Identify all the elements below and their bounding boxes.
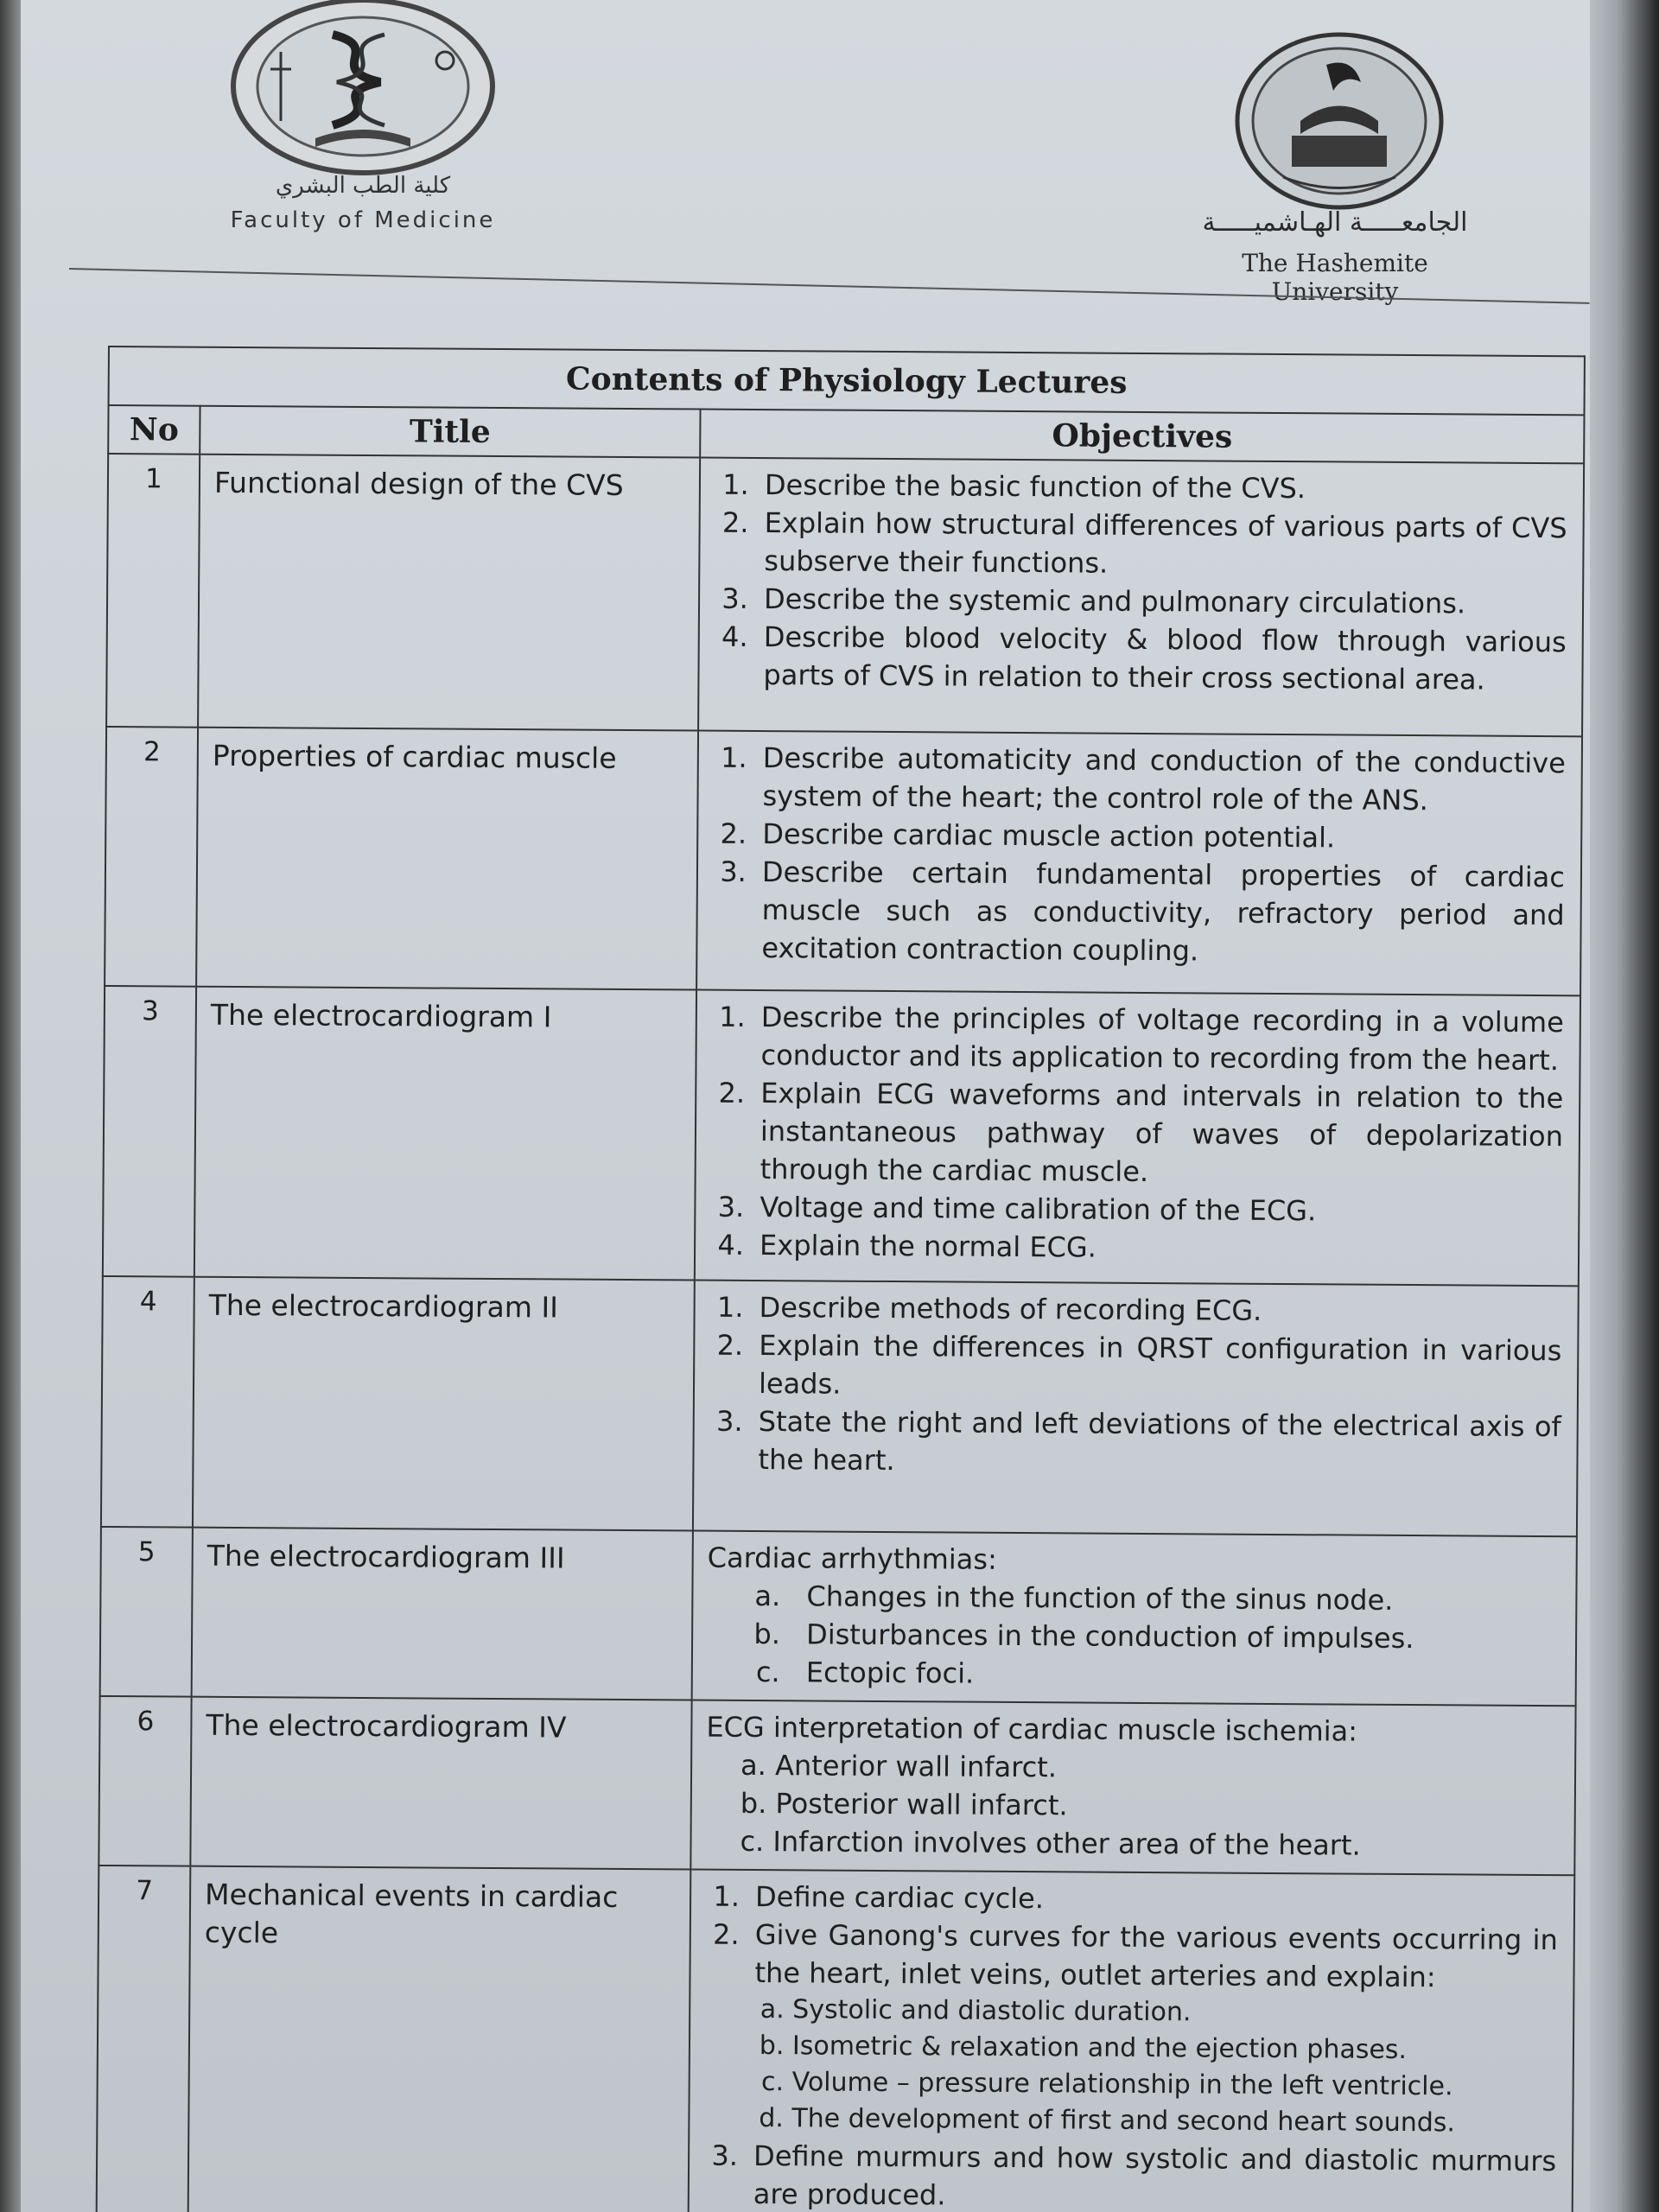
table-row	[106, 454, 1584, 736]
table-caption: Contents of Physiology Lectures	[109, 346, 1585, 415]
table-row	[97, 1866, 1575, 2212]
lecture-objectives	[698, 458, 1584, 737]
sub-objective-item: c. Volume – pressure relationship in the left ventricle.	[792, 2064, 1557, 2106]
faculty-of-medicine-logo	[229, 0, 497, 181]
university-name-arabic: الجامعـــــة الهـاشميـــــة	[1202, 207, 1468, 238]
objective-item: 4. Describe blood velocity & blood flow through various parts of CVS in relation to their cross sectional area.	[756, 618, 1567, 699]
lecture-objectives	[689, 1870, 1575, 2212]
header-title: Title	[200, 406, 700, 458]
objective-item: b. Disturbances in the conduction of impulses.	[789, 1615, 1560, 1658]
row-number: 6	[99, 1696, 191, 1866]
objective-item: 3. Describe the systemic and pulmonary circulations.	[757, 580, 1567, 623]
objective-item	[747, 1916, 1558, 2142]
header-objectives: Objectives	[700, 410, 1584, 464]
objective-item: 3. Describe certain fundamental properties of cardiac muscle such as conductivity, refractory period and excitation contraction coupling.	[754, 853, 1565, 972]
lecture-title: Properties of cardiac muscle	[196, 728, 698, 990]
lecture-objectives	[693, 1281, 1579, 1537]
sub-objective-item: b. Isometric & relaxation and the ejection phases.	[792, 2028, 1557, 2069]
lecture-objectives	[696, 731, 1582, 996]
row-number: 1	[106, 454, 200, 728]
table-row	[105, 727, 1582, 995]
objective-text: Give Ganong's curves for the various events occurring in the heart, inlet veins, outlet arteries and explain:	[754, 1918, 1558, 1994]
table-row	[101, 1276, 1579, 1536]
objective-item: 2. Describe cardiac muscle action potential.	[755, 815, 1565, 858]
lecture-title: The electrocardiogram II	[193, 1277, 695, 1531]
objective-item: 1. Describe the basic function of the CVS.	[758, 466, 1567, 509]
lectures-table	[96, 346, 1586, 2212]
row-number: 5	[100, 1527, 193, 1697]
table-row	[99, 1696, 1575, 1875]
table-row	[100, 1527, 1577, 1706]
university-name-english: The Hashemite University	[1242, 249, 1428, 306]
table-row	[103, 986, 1580, 1286]
page-shadow-right	[1590, 0, 1659, 2212]
faculty-name-english: Faculty of Medicine	[230, 207, 496, 233]
row-number: 3	[103, 986, 196, 1277]
lecture-title: The electrocardiogram III	[192, 1528, 693, 1700]
faculty-name-arabic: كلية الطب البشري	[275, 173, 451, 199]
lectures-table-container	[96, 346, 1586, 2212]
letterhead	[0, 0, 1659, 328]
sub-objective-item: a. Systolic and diastolic duration.	[792, 1992, 1557, 2033]
objective-item: c. Infarction involves other area of the heart.	[740, 1824, 1361, 1862]
objective-item: c. Ectopic foci.	[789, 1653, 1560, 1696]
objective-item: 1. Describe the principles of voltage recording in a volume conductor and its application to recording from the heart.	[753, 998, 1564, 1079]
objective-item: 4. Explain the normal ECG.	[753, 1226, 1562, 1269]
lecture-objectives	[690, 1700, 1575, 1876]
page-shadow-left	[0, 0, 21, 2212]
lecture-title: The electrocardiogram I	[194, 987, 696, 1281]
lecture-objectives	[692, 1531, 1577, 1707]
row-number: 7	[97, 1866, 191, 2212]
hashemite-university-logo	[1231, 30, 1447, 212]
objective-item: 1. Describe methods of recording ECG.	[752, 1288, 1561, 1332]
objectives-lead: Cardiac arrhythmias:	[707, 1541, 997, 1576]
objective-item: 2. Explain ECG waveforms and intervals in relation to the instantaneous pathway of waves of depolarization through the cardiac muscle.	[753, 1074, 1564, 1193]
objective-item: 2. Explain the differences in QRST configuration in various leads.	[752, 1326, 1562, 1408]
lecture-title: The electrocardiogram IV	[190, 1697, 691, 1870]
objective-item: 1. Define cardiac cycle.	[748, 1878, 1558, 1921]
objectives-lead: ECG interpretation of cardiac muscle ischemia:	[706, 1710, 1358, 1748]
lecture-objectives	[695, 990, 1580, 1287]
objective-item: 1. Describe automaticity and conduction of the conductive system of the heart; the control role of the ANS.	[755, 739, 1566, 820]
objective-item: 2. Explain how structural differences of various parts of CVS subserve their functions.	[757, 504, 1567, 585]
objective-item: 3. State the right and left deviations of the electrical axis of the heart.	[751, 1402, 1561, 1484]
objective-item: b. Posterior wall infarct.	[740, 1786, 1068, 1822]
objective-item: a. Anterior wall infarct.	[740, 1748, 1058, 1784]
lecture-title: Mechanical events in cardiac cycle	[188, 1866, 691, 2212]
row-number: 2	[105, 727, 198, 987]
objective-item: 3. Voltage and time calibration of the ECG.	[753, 1188, 1562, 1231]
header-no: No	[108, 405, 200, 454]
objective-item: 3. Define murmurs and how systolic and diastolic murmurs are produced.	[747, 2137, 1557, 2212]
lecture-title: Functional design of the CVS	[198, 454, 700, 731]
sub-objective-item: d. The development of first and second heart sounds.	[791, 2101, 1556, 2142]
objective-item: a. Changes in the function of the sinus node.	[789, 1577, 1560, 1620]
row-number: 4	[101, 1276, 194, 1528]
